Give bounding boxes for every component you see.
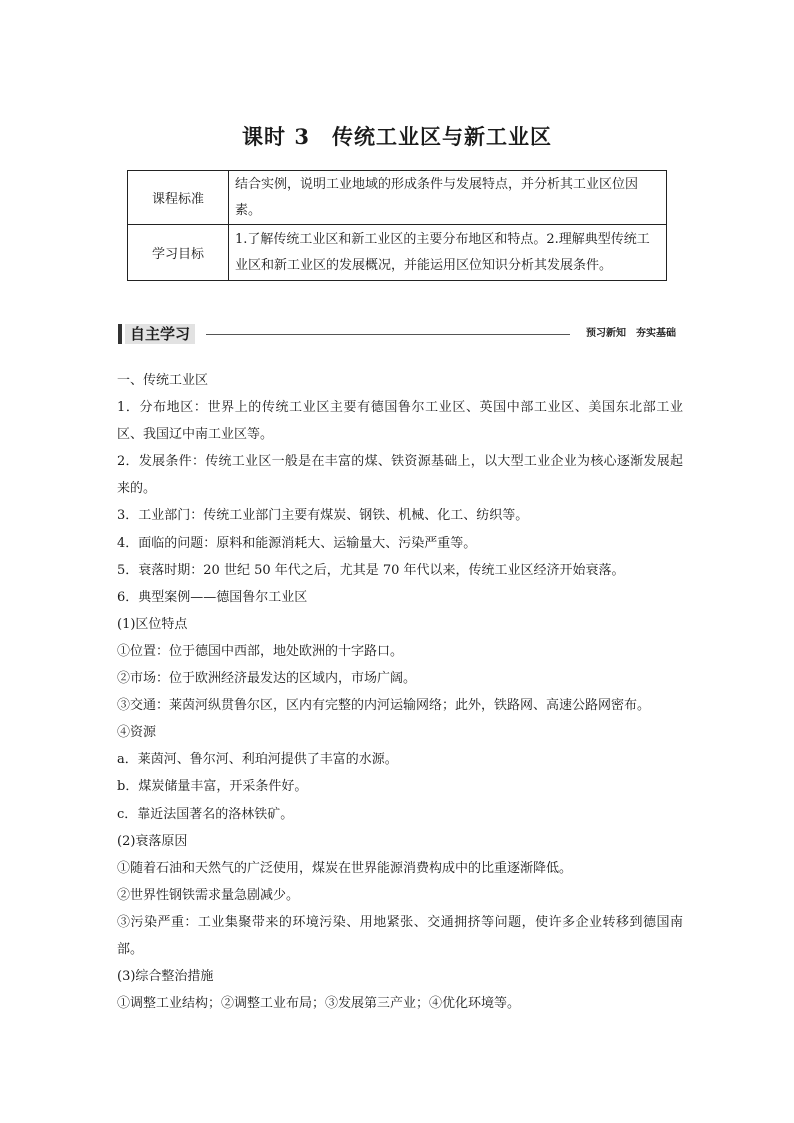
table-row (128, 171, 667, 225)
paragraph: ④资源 (117, 725, 157, 741)
paragraph: (3)综合整治措施 (117, 969, 214, 985)
paragraph: ①位置：位于德国中西部，地处欧洲的十字路口。 (117, 643, 404, 659)
paragraph: 4．面临的问题：原料和能源消耗大、运输量大、污染严重等。 (117, 535, 477, 551)
paragraph: 3．工业部门：传统工业部门主要有煤炭、钢铁、机械、化工、纺织等。 (117, 508, 529, 524)
body-text (117, 367, 683, 1017)
heading-traditional-industrial-zone: 一、传统工业区 (117, 373, 209, 388)
table-label-standard: 课程标准 (128, 171, 229, 225)
course-info-table (127, 170, 667, 281)
paragraph: 5．衰落时期：20 世纪 50 年代之后，尤其是 70 年代以来，传统工业区经济开始衰落。 (117, 562, 625, 578)
paragraph: ③污染严重：工业集聚带来的环境污染、用地紧张、交通拥挤等问题，使许多企业转移到德国南部。 (117, 914, 683, 957)
paragraph: 6．典型案例——德国鲁尔工业区 (117, 589, 308, 605)
page-title: 课时 3 传统工业区与新工业区 (242, 124, 552, 149)
section-subtitle: 预习新知 夯实基础 (586, 328, 676, 339)
section-divider (206, 334, 570, 335)
paragraph: ③交通：莱茵河纵贯鲁尔区，区内有完整的内河运输网络；此外，铁路网、高速公路网密布。 (117, 698, 651, 714)
paragraph: ①调整工业结构；②调整工业布局；③发展第三产业；④优化环境等。 (117, 996, 521, 1012)
section-marker (118, 324, 122, 344)
paragraph: (1)区位特点 (117, 616, 188, 632)
section-header (118, 322, 676, 346)
table-label-goals: 学习目标 (128, 225, 229, 281)
paragraph: c．靠近法国著名的洛林铁矿。 (117, 806, 294, 822)
paragraph: ②世界性钢铁需求量急剧减少。 (117, 887, 300, 903)
paragraph: a．莱茵河、鲁尔河、利珀河提供了丰富的水源。 (117, 752, 398, 768)
section-heading: 自主学习 (125, 324, 195, 344)
paragraph: b．煤炭储量丰富，开采条件好。 (117, 779, 308, 795)
paragraph: 1．分布地区：世界上的传统工业区主要有德国鲁尔工业区、英国中部工业区、美国东北部工业区、我国辽中南工业区等。 (117, 400, 683, 443)
paragraph: ②市场：位于欧洲经济最发达的区域内，市场广阔。 (117, 671, 417, 687)
table-content-goals: 1.了解传统工业区和新工业区的主要分布地区和特点。2.理解典型传统工业区和新工业区的发展概况，并能运用区位知识分析其发展条件。 (229, 225, 667, 281)
paragraph: ①随着石油和天然气的广泛使用，煤炭在世界能源消费构成中的比重逐渐降低。 (117, 860, 573, 876)
table-row (128, 225, 667, 281)
paragraph: 2．发展条件：传统工业区一般是在丰富的煤、铁资源基础上，以大型工业企业为核心逐渐发展起来的。 (117, 454, 683, 497)
paragraph: (2)衰落原因 (117, 833, 188, 849)
table-content-standard: 结合实例，说明工业地域的形成条件与发展特点，并分析其工业区位因素。 (229, 171, 667, 225)
